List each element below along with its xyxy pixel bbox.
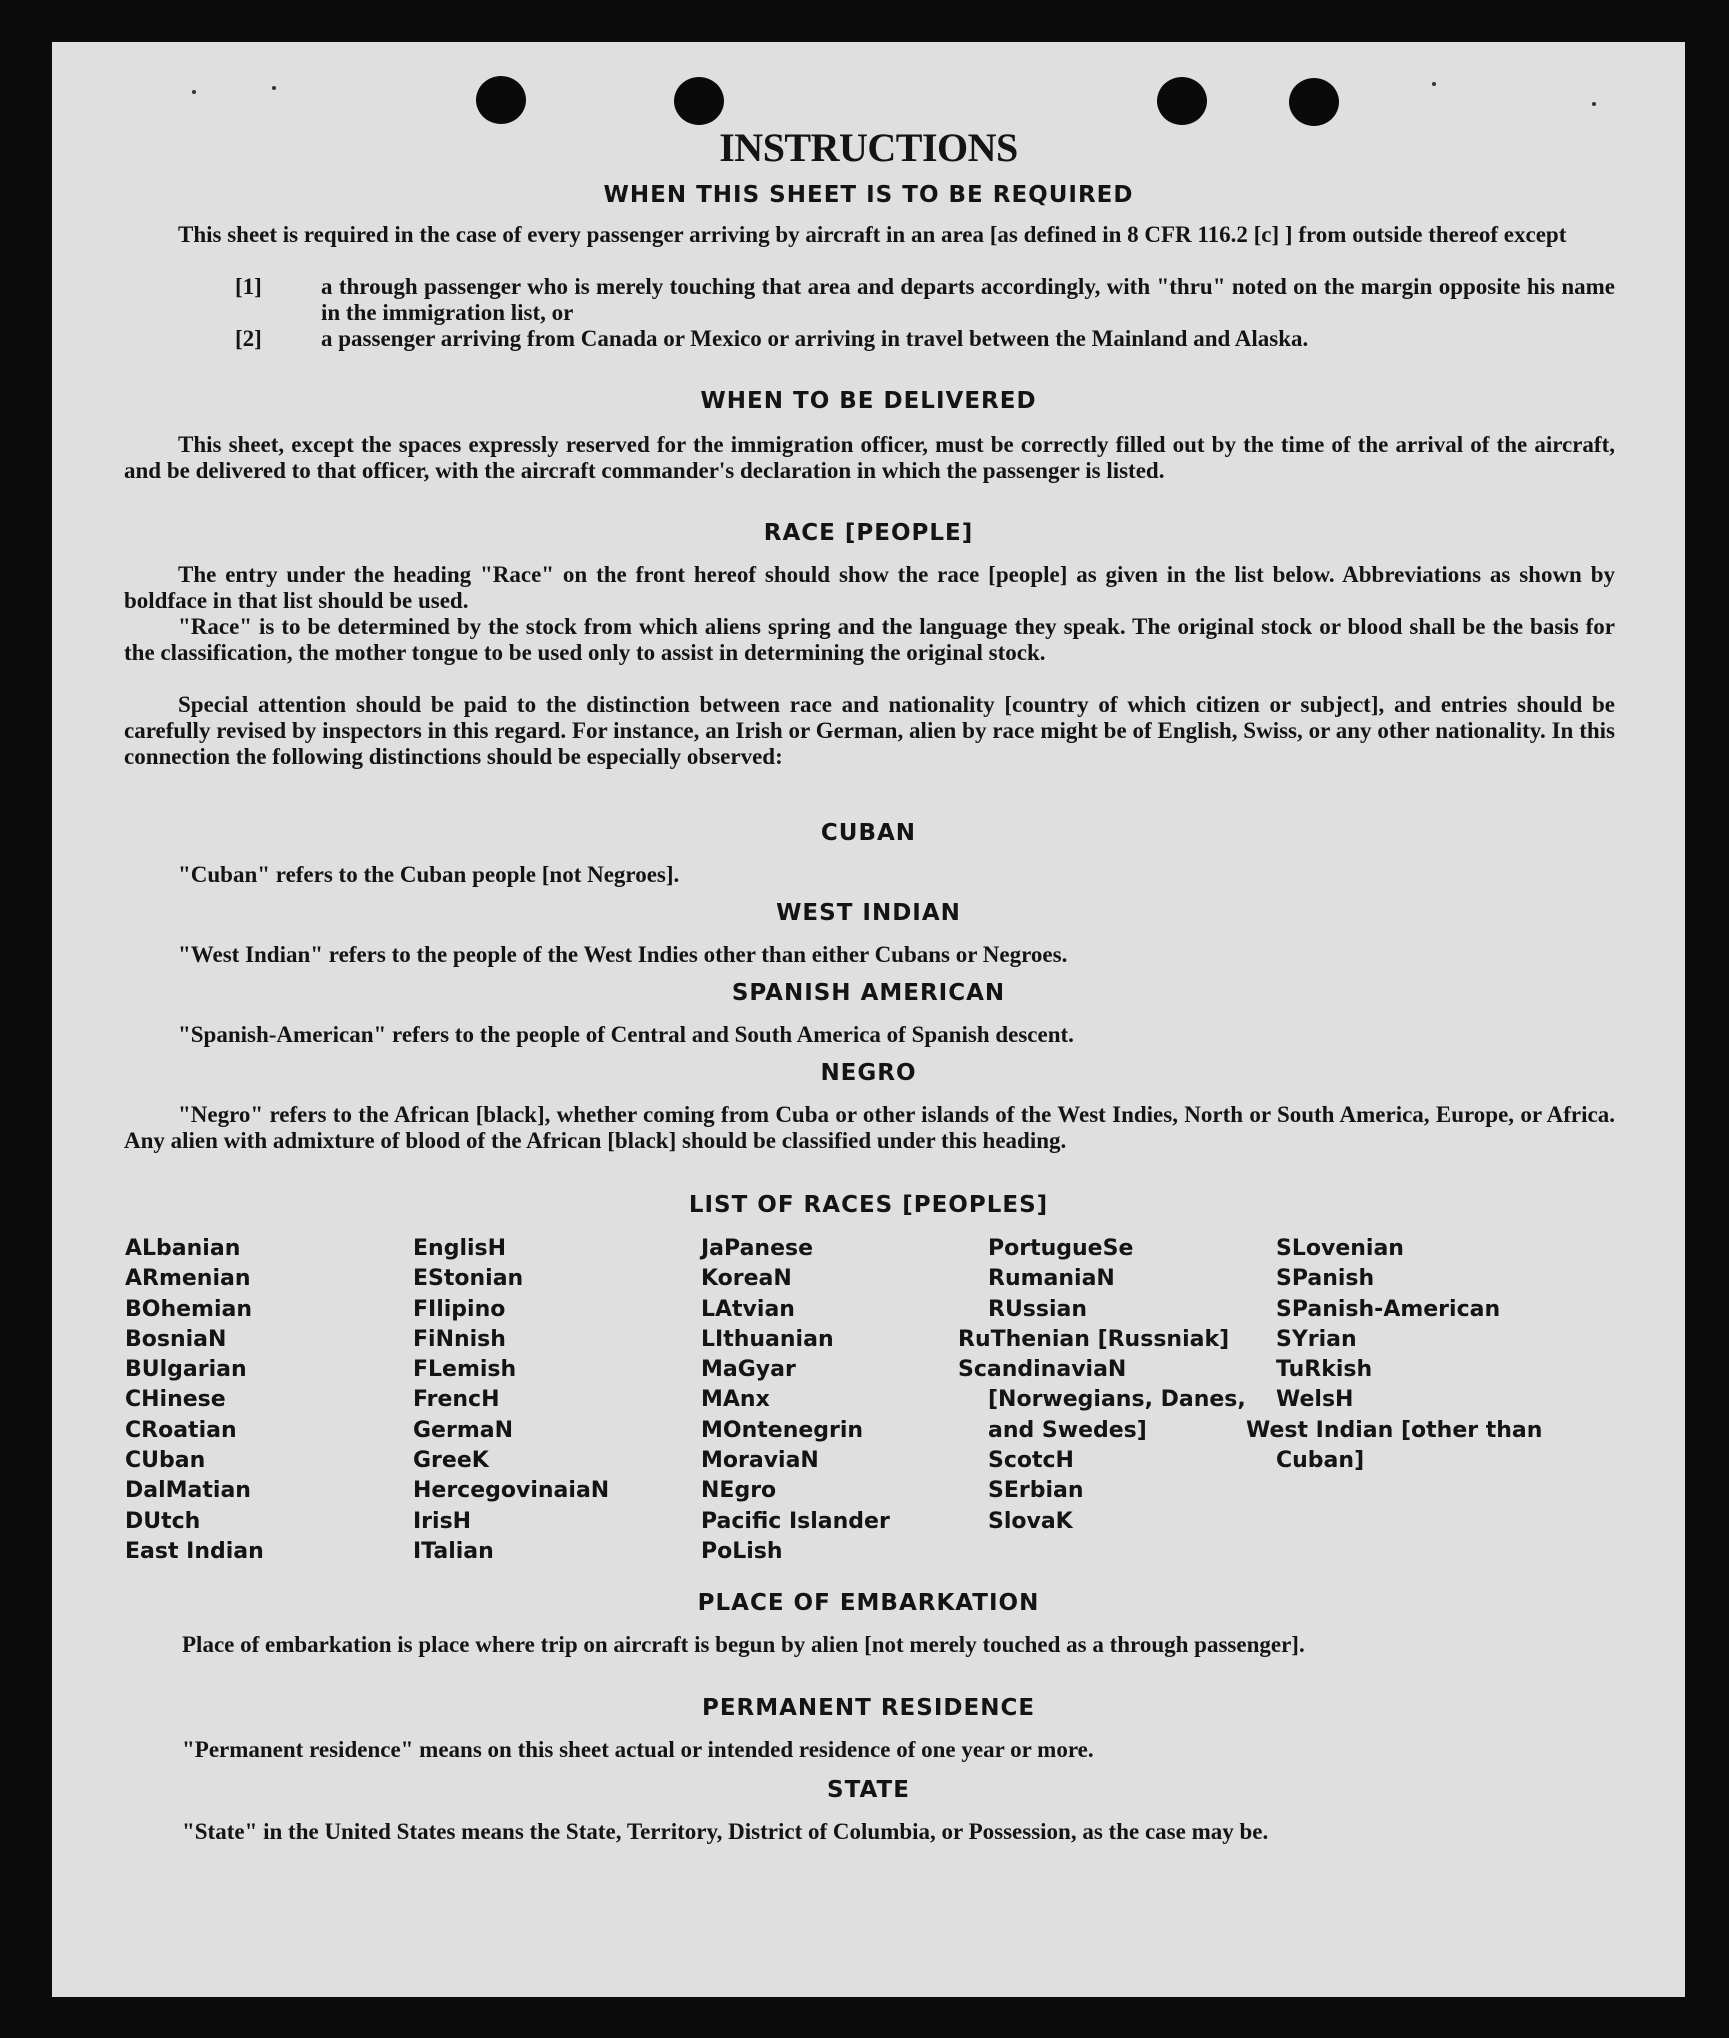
spanish-american-text: "Spanish-American" refers to the people of Central and South America of Spanish descent. <box>178 1022 1074 1047</box>
races-column-4 <box>958 1234 1273 1537</box>
race-entry: MOntenegrin <box>701 1417 864 1443</box>
race-entry: CRoatian <box>125 1417 237 1443</box>
race-entry: JaPanese <box>701 1236 814 1261</box>
race-entry: FIlipino <box>413 1296 506 1322</box>
race-entry: RumaniaN <box>988 1266 1115 1292</box>
race-entry: PoLish <box>701 1538 783 1564</box>
cuban-text: "Cuban" refers to the Cuban people [not Negroes]. <box>178 862 680 887</box>
race-entry: EnglisH <box>413 1236 507 1261</box>
race-paragraph: Special attention should be paid to the distinction between race and nationality [country of which citizen or subject], and entries should be carefully revised by inspectors in this regard. For instance, an Irish or German, alien by race might be of English, Swiss, or any other nationality. In this connection the following distinctions should be especially observed: <box>124 692 1615 769</box>
residence-text: "Permanent residence" means on this sheet actual or intended residence of one year or more. <box>182 1737 1094 1762</box>
race-entry: GreeK <box>413 1448 489 1474</box>
list-item-number: [2] <box>235 326 262 351</box>
heading-negro: NEGRO <box>820 1060 917 1086</box>
list-item <box>235 274 1615 326</box>
race-entry: HercegovinaiaN <box>413 1478 610 1504</box>
west-indian-text: "West Indian" refers to the people of the West Indies other than either Cubans or Negroes. <box>178 942 1068 967</box>
speck <box>192 90 196 94</box>
race-entry: ARmenian <box>125 1266 251 1292</box>
race-entry: MaGyar <box>701 1357 796 1383</box>
punch-hole <box>476 76 526 124</box>
state-text: "State" in the United States means the State, Territory, District of Columbia, or Possession, as the case may be. <box>182 1819 1269 1844</box>
race-entry: WelsH <box>1276 1387 1354 1413</box>
race-entry: FiNnish <box>413 1326 506 1352</box>
list-item-text: a through passenger who is merely touching that area and departs accordingly, with "thru" noted on the margin opposite his name in the immigration list, or <box>321 274 1615 325</box>
punch-hole <box>1157 77 1207 125</box>
race-entry: SPanish <box>1276 1266 1375 1292</box>
heading-cuban: CUBAN <box>820 820 917 846</box>
race-entry: BOhemian <box>125 1296 253 1322</box>
race-entry: West Indian [other than Cuban] <box>1246 1417 1543 1474</box>
races-column-3 <box>701 1234 971 1567</box>
race-entry: SLovenian <box>1276 1236 1404 1261</box>
race-entry: EStonian <box>413 1266 524 1292</box>
race-entry: SPanish-American <box>1276 1296 1501 1322</box>
heading-permanent-residence: PERMANENT RESIDENCE <box>701 1695 1036 1721</box>
races-column-5 <box>1246 1234 1561 1476</box>
race-entry: East Indian <box>125 1538 264 1564</box>
heading-race: RACE [PEOPLE] <box>763 520 974 546</box>
heading-list-of-races: LIST OF RACES [PEOPLES] <box>688 1192 1049 1218</box>
speck <box>272 86 276 90</box>
heading-state: STATE <box>827 1777 910 1803</box>
race-entry: Pacific Islander <box>701 1508 890 1534</box>
race-entry: CUban <box>125 1448 206 1474</box>
race-entry: LIthuanian <box>701 1326 834 1352</box>
race-entry: ITalian <box>413 1538 494 1564</box>
negro-text: "Negro" refers to the African [black], whether coming from Cuba or other islands of the West Indies, North or South America, Europe, or Africa. Any alien with admixture of blood of the African [black] should be classified under this heading. <box>124 1102 1615 1153</box>
race-entry: FLemish <box>413 1357 517 1383</box>
instruction-sheet <box>52 42 1685 1997</box>
heading-when-delivered: WHEN TO BE DELIVERED <box>700 388 1037 414</box>
list-item <box>235 326 1615 352</box>
page-title: INSTRUCTIONS <box>719 125 1018 170</box>
races-column-1 <box>125 1234 395 1567</box>
race-entry: PortugueSe <box>988 1236 1134 1261</box>
embarkation-text: Place of embarkation is place where trip on aircraft is begun by alien [not merely touched as a through passenger]. <box>182 1632 1305 1657</box>
race-entry: ScandinaviaN [Norwegians, Danes, and Swedes] <box>958 1357 1246 1443</box>
race-entry: RuThenian [Russniak] <box>958 1326 1230 1352</box>
race-entry: BosniaN <box>125 1326 227 1352</box>
speck <box>1432 82 1436 86</box>
race-entry: RUssian <box>988 1296 1088 1322</box>
race-entry: ALbanian <box>125 1236 241 1261</box>
race-entry: KoreaN <box>701 1266 792 1292</box>
race-entry: TuRkish <box>1276 1357 1373 1383</box>
race-entry: MAnx <box>701 1387 770 1413</box>
race-entry: IrisH <box>413 1508 472 1534</box>
race-entry: SYrian <box>1276 1326 1357 1352</box>
heading-west-indian: WEST INDIAN <box>776 900 961 926</box>
race-entry: SErbian <box>988 1478 1084 1504</box>
race-entry: NEgro <box>701 1478 777 1504</box>
punch-hole <box>674 77 724 125</box>
races-column-2 <box>413 1234 683 1567</box>
race-entry: GermaN <box>413 1417 514 1443</box>
race-entry: ScotcH <box>988 1448 1074 1474</box>
when-required-intro: This sheet is required in the case of every passenger arriving by aircraft in an area [as defined in 8 CFR 116.2 [c] ] from outside thereof except <box>178 222 1567 247</box>
race-paragraph: The entry under the heading "Race" on the front hereof should show the race [people] as given in the list below. Abbreviations as shown by boldface in that list should be used. <box>124 562 1615 613</box>
race-paragraph: "Race" is to be determined by the stock from which aliens spring and the language they speak. The original stock or blood shall be the basis for the classification, the mother tongue to be used only to assist in determining the original stock. <box>124 614 1615 665</box>
race-entry: DalMatian <box>125 1478 251 1504</box>
heading-embarkation: PLACE OF EMBARKATION <box>697 1590 1040 1616</box>
race-entry: MoraviaN <box>701 1448 819 1474</box>
race-entry: SlovaK <box>988 1508 1073 1534</box>
punch-hole <box>1289 78 1339 126</box>
heading-when-required: WHEN THIS SHEET IS TO BE REQUIRED <box>603 182 1134 208</box>
race-entry: FrencH <box>413 1387 500 1413</box>
race-entry: BUlgarian <box>125 1357 247 1383</box>
race-entry: LAtvian <box>701 1296 795 1322</box>
list-item-number: [1] <box>235 274 262 299</box>
list-item-text: a passenger arriving from Canada or Mexico or arriving in travel between the Mainland and Alaska. <box>321 326 1309 351</box>
race-entry: DUtch <box>125 1508 201 1534</box>
race-entry: CHinese <box>125 1387 226 1413</box>
when-delivered-text: This sheet, except the spaces expressly reserved for the immigration officer, must be correctly filled out by the time of the arrival of the aircraft, and be delivered to that officer, with the aircraft commander's declaration in which the passenger is listed. <box>124 432 1615 483</box>
speck <box>1592 102 1596 106</box>
heading-spanish-american: SPANISH AMERICAN <box>731 980 1006 1006</box>
